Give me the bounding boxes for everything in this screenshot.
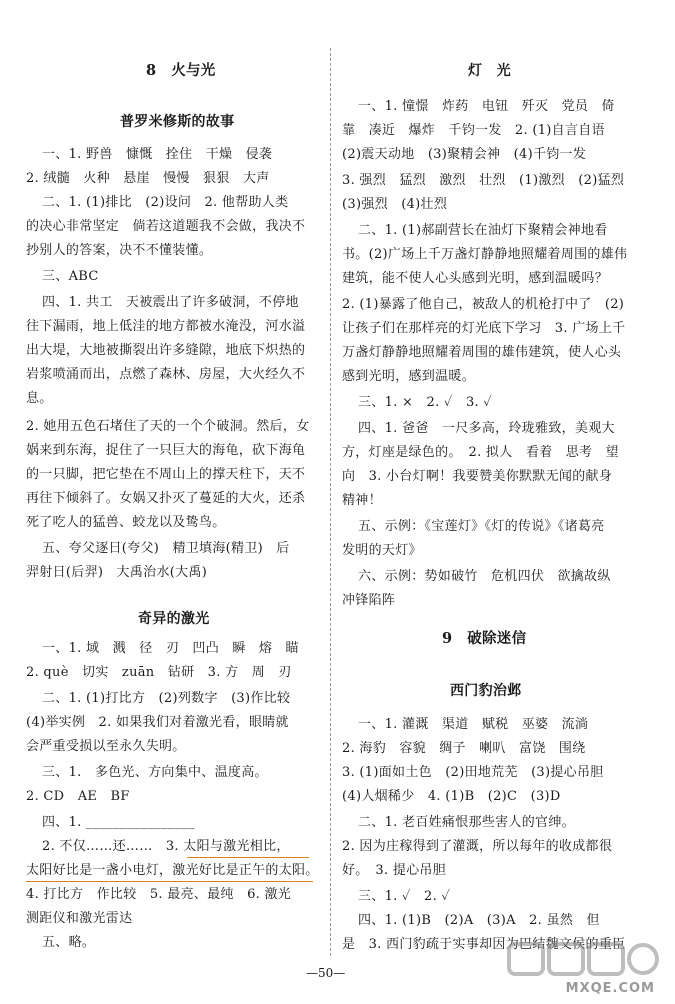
section-title: 普罗米修斯的故事 bbox=[120, 114, 235, 130]
answer-line: 3. (1)面如土色 (2)田地荒芜 (3)提心吊胆 bbox=[342, 765, 604, 780]
answer-line: 二、1. (1)排比 (2)设问 2. 他帮助人类 bbox=[42, 195, 289, 210]
answer-line: 的一只脚，把它垫在不周山上的撑天柱下，天不 bbox=[26, 467, 306, 482]
answer-line: 方，灯座是绿色的。 2. 拟人 看着 思考 望 bbox=[342, 445, 619, 460]
answer-line: 往下漏雨，地上低洼的地方都被水淹没，河水溢 bbox=[26, 319, 306, 334]
answer-line: 一、1. 憧憬 炸药 电钮 歼灭 党员 倚 bbox=[358, 99, 615, 114]
answer-line: 出大堤，大地被撕裂出许多缝隙，地底下炽热的 bbox=[26, 343, 306, 358]
answer-line: 2. (1)暴露了他自己，被敌人的机枪打中了 (2) bbox=[342, 297, 625, 312]
answer-line: 三、1. 多色光、方向集中、温度高。 bbox=[42, 765, 268, 780]
answer-line: 死了吃人的猛兽、蛟龙以及鸷鸟。 bbox=[26, 515, 226, 530]
answer-line: 娲来到东海，捉住了一只巨大的海龟，砍下海龟 bbox=[26, 443, 306, 458]
answer-line: 五、略。 bbox=[42, 935, 96, 950]
answer-line: 2. 她用五色石堵住了天的一个个破洞。然后，女 bbox=[26, 419, 310, 434]
answer-line: 是 3. 西门豹疏于实事却因为巴结魏文侯的重臣 bbox=[342, 937, 626, 952]
answer-line: 万盏灯静静地照耀着周围的雄伟建筑，使人心头 bbox=[342, 345, 622, 360]
answer-line: 靠 凑近 爆炸 千钧一发 2. (1)自言自语 bbox=[342, 123, 605, 138]
answer-line: 3. 强烈 猛烈 激烈 壮烈 (1)激烈 (2)猛烈 bbox=[342, 173, 625, 188]
answer-line: 二、1. (1)郝副营长在油灯下聚精会神地看 bbox=[358, 223, 608, 238]
answer-line: (3)强烈 (4)壮烈 bbox=[342, 197, 448, 212]
answer-line: 三、1. ✓ 2. ✓ bbox=[358, 889, 451, 904]
answer-line: 感到光明，感到温暖。 bbox=[342, 369, 476, 384]
answer-line: 一、1. 野兽 慷慨 拴住 干燥 侵袭 bbox=[42, 147, 273, 162]
answer-line: (4)人烟稀少 4. (1)B (2)C (3)D bbox=[342, 789, 561, 804]
answer-line: 2. 不仅……还…… 3. 太阳与激光相比， bbox=[42, 839, 290, 854]
answer-line: 一、1. 灌溉 渠道 赋税 巫婆 流淌 bbox=[358, 717, 589, 732]
right-column bbox=[342, 0, 652, 1004]
lesson-heading: 8 火与光 bbox=[146, 62, 216, 79]
underline-mark bbox=[26, 881, 313, 882]
answer-line: 四、1. 爸爸 一尺多高，玲珑雅致，美观大 bbox=[358, 421, 615, 436]
section-title: 西门豹治邺 bbox=[450, 683, 522, 699]
answer-line: 2. què 切实 zuān 钻研 3. 方 周 刃 bbox=[26, 665, 292, 680]
section-title: 灯 光 bbox=[468, 63, 511, 79]
answer-line: 2. 因为庄稼得到了灌溉，所以每年的收成都很 bbox=[342, 839, 613, 854]
answer-line: 冲锋陷阵 bbox=[342, 593, 396, 608]
lesson-heading: 9 破除迷信 bbox=[442, 630, 527, 647]
answer-line: 五、示例：《宝莲灯》《灯的传说》《诸葛亮 bbox=[358, 519, 605, 534]
answer-line: 二、1. 老百姓痛恨那些害人的官绅。 bbox=[358, 815, 575, 830]
answer-line: 让孩子们在那样亮的灯光底下学习 3. 广场上千 bbox=[342, 321, 626, 336]
answer-line: 2. CD AE BF bbox=[26, 789, 130, 804]
answer-line: (4)举实例 2. 如果我们对着激光看，眼睛就 bbox=[26, 715, 289, 730]
answer-line: 2. 海豹 容貌 绸子 喇叭 富饶 围绕 bbox=[342, 741, 586, 756]
answer-line: 三、ABC bbox=[42, 269, 99, 284]
answer-line: 测距仪和激光雷达 bbox=[26, 911, 133, 926]
answer-line: 向 3. 小台灯啊！我要赞美你默默无闻的献身 bbox=[342, 469, 613, 484]
page-number: —50— bbox=[306, 966, 346, 980]
answer-line: 四、1. ________________ bbox=[42, 815, 195, 830]
answer-line: 四、1. 共工 天被震出了许多破洞，不停地 bbox=[42, 295, 299, 310]
answer-line: 五、夸父逐日(夸父) 精卫填海(精卫) 后 bbox=[42, 541, 290, 556]
answer-line: 四、1. (1)B (2)A (3)A 2. 虽然 但 bbox=[358, 913, 600, 928]
answer-line: 六、示例：势如破竹 危机四伏 欲擒故纵 bbox=[358, 569, 611, 584]
answer-line: 息。 bbox=[26, 391, 53, 406]
answer-line: 一、1. 域 溅 径 刃 凹凸 瞬 熔 瞄 bbox=[42, 641, 299, 656]
answer-line: 2. 绒髓 火种 悬崖 慢慢 狠狠 大声 bbox=[26, 171, 270, 186]
answer-line: 太阳好比是一盏小电灯，激光好比是正午的太阳。 bbox=[26, 863, 319, 878]
answer-line: 岩浆喷涌而出，点燃了森林、房屋，大火经久不 bbox=[26, 367, 306, 382]
section-title: 奇异的激光 bbox=[138, 611, 210, 627]
answer-line: 的决心非常坚定 倘若这道题我不会做，我决不 bbox=[26, 219, 306, 234]
answer-line: 精神！ bbox=[342, 493, 382, 508]
answer-line: 羿射日(后羿) 大禹治水(大禹) bbox=[26, 565, 208, 580]
left-column bbox=[26, 0, 321, 1004]
answer-line: 发明的天灯》 bbox=[342, 543, 422, 558]
column-divider bbox=[330, 48, 331, 956]
answer-line: 抄别人的答案，决不不懂装懂。 bbox=[26, 243, 213, 258]
answer-line: 三、1. × 2. ✓ 3. ✓ bbox=[358, 395, 493, 410]
answer-line: (2)震天动地 (3)聚精会神 (4)千钧一发 bbox=[342, 147, 587, 162]
watermark-text: MXQE.COM bbox=[565, 981, 655, 996]
answer-line: 建筑，能不使人心头感到光明，感到温暖吗？ bbox=[342, 271, 609, 286]
answer-line: 好。 3. 提心吊胆 bbox=[342, 863, 447, 878]
answer-line: 4. 打比方 作比较 5. 最亮、最纯 6. 激光 bbox=[26, 887, 292, 902]
answer-line: 会严重受损以至永久失明。 bbox=[26, 739, 186, 754]
underline-mark bbox=[187, 857, 309, 858]
answer-line: 书。(2)广场上千万盏灯静静地照耀着周围的雄伟 bbox=[342, 247, 628, 262]
answer-line: 二、1. (1)打比方 (2)列数字 (3)作比较 bbox=[42, 691, 291, 706]
answer-line: 再往下倾斜了。女娲又扑灭了蔓延的大火，还杀 bbox=[26, 491, 306, 506]
